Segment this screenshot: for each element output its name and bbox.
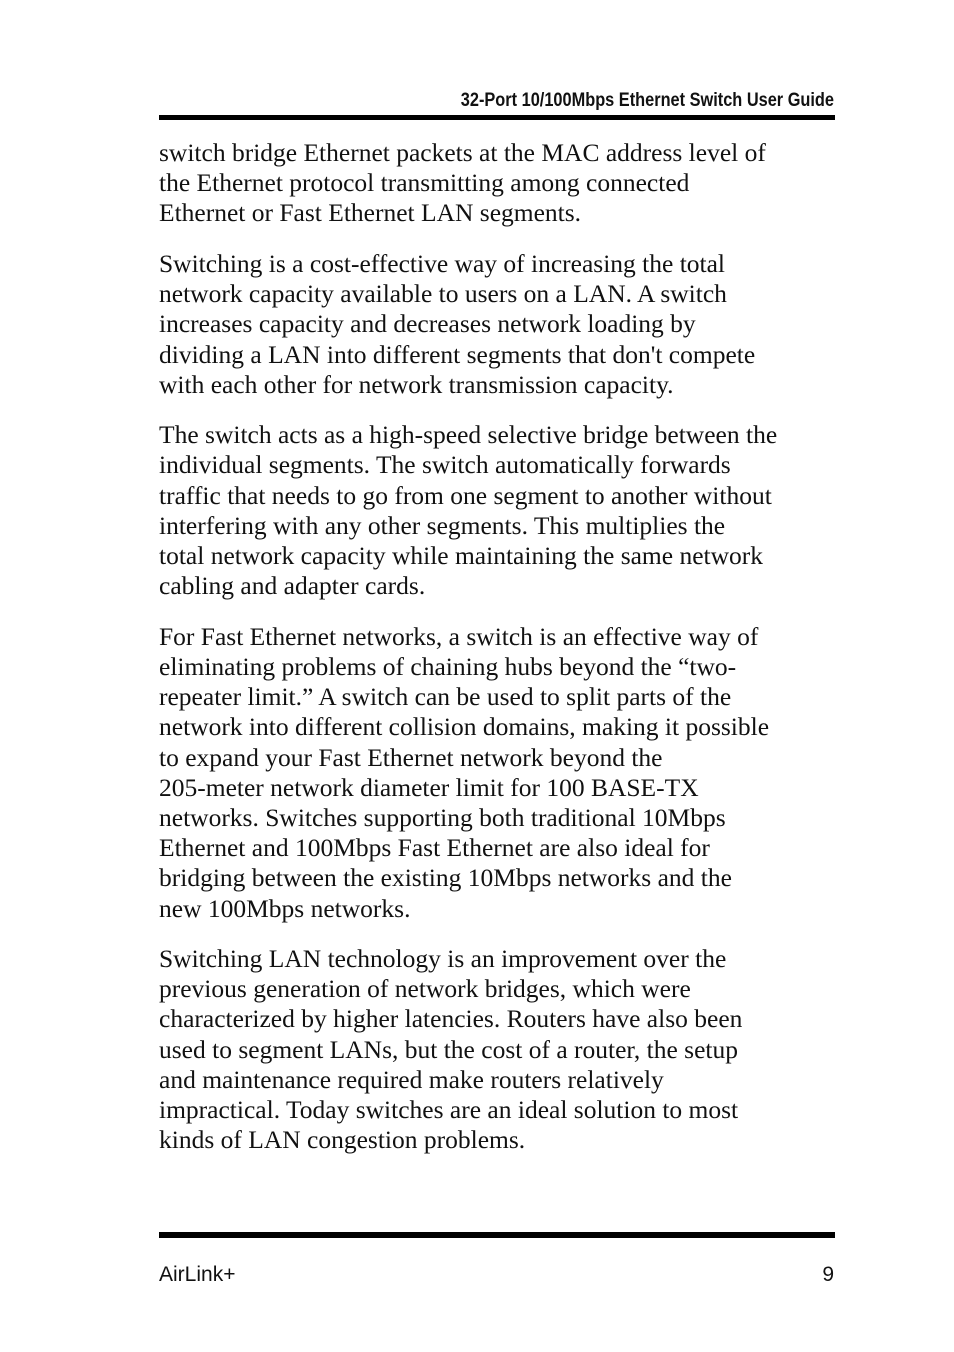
text-line: Ethernet or Fast Ethernet LAN segments. [159, 198, 582, 228]
body-paragraph [159, 249, 849, 400]
text-line: used to segment LANs, but the cost of a router, the setup [159, 1034, 738, 1064]
body-paragraph [159, 138, 849, 229]
text-line: switch bridge Ethernet packets at the MAC address level of [159, 138, 766, 167]
text-line: Switching LAN technology is an improvement over the [159, 944, 727, 974]
text-line: network capacity available to users on a LAN. A switch [159, 279, 727, 309]
footer-divider [159, 1232, 835, 1238]
text-line: network into different collision domains, making it possible [159, 712, 770, 742]
text-line: previous generation of network bridges, which were [159, 974, 691, 1004]
text-line: kinds of LAN congestion problems. [159, 1125, 526, 1155]
header-divider [159, 115, 835, 120]
page-number: 9 [822, 1263, 834, 1286]
text-line: eliminating problems of chaining hubs beyond the “two- [159, 651, 737, 681]
text-line: the Ethernet protocol transmitting among connected [159, 168, 690, 198]
text-line: and maintenance required make routers relatively [159, 1064, 664, 1094]
text-line: The switch acts as a high-speed selective bridge between the [159, 420, 778, 450]
text-line: with each other for network transmission capacity. [159, 369, 674, 399]
text-line: total network capacity while maintaining the same network [159, 541, 764, 571]
footer-brand: AirLink+ [159, 1263, 236, 1286]
body-text [159, 138, 849, 1176]
text-line: new 100Mbps networks. [159, 893, 411, 923]
text-line: increases capacity and decreases network loading by [159, 309, 696, 339]
text-line: bridging between the existing 10Mbps networks and the [159, 863, 732, 893]
text-line: to expand your Fast Ethernet network beyond the [159, 742, 663, 772]
text-line: Ethernet and 100Mbps Fast Ethernet are also ideal for [159, 833, 710, 863]
text-line: For Fast Ethernet networks, a switch is an effective way of [159, 621, 759, 651]
text-line: characterized by higher latencies. Routers have also been [159, 1004, 743, 1034]
text-line: interfering with any other segments. This multiplies the [159, 510, 726, 540]
text-line: Switching is a cost-effective way of increasing the total [159, 248, 726, 278]
text-line: individual segments. The switch automatically forwards [159, 450, 731, 480]
text-line: 205-meter network diameter limit for 100 BASE-TX [159, 772, 699, 802]
text-line: dividing a LAN into different segments that don't compete [159, 339, 756, 369]
text-line: networks. Switches supporting both traditional 10Mbps [159, 802, 726, 832]
text-line: traffic that needs to go from one segment to another without [159, 480, 772, 510]
running-header-title: 32-Port 10/100Mbps Ethernet Switch User Guide [460, 90, 834, 111]
body-paragraph [159, 944, 849, 1155]
body-paragraph [159, 622, 849, 924]
body-paragraph [159, 420, 849, 601]
text-line: impractical. Today switches are an ideal solution to most [159, 1095, 739, 1125]
text-line: cabling and adapter cards. [159, 571, 426, 601]
text-line: repeater limit.” A switch can be used to split parts of the [159, 682, 732, 712]
